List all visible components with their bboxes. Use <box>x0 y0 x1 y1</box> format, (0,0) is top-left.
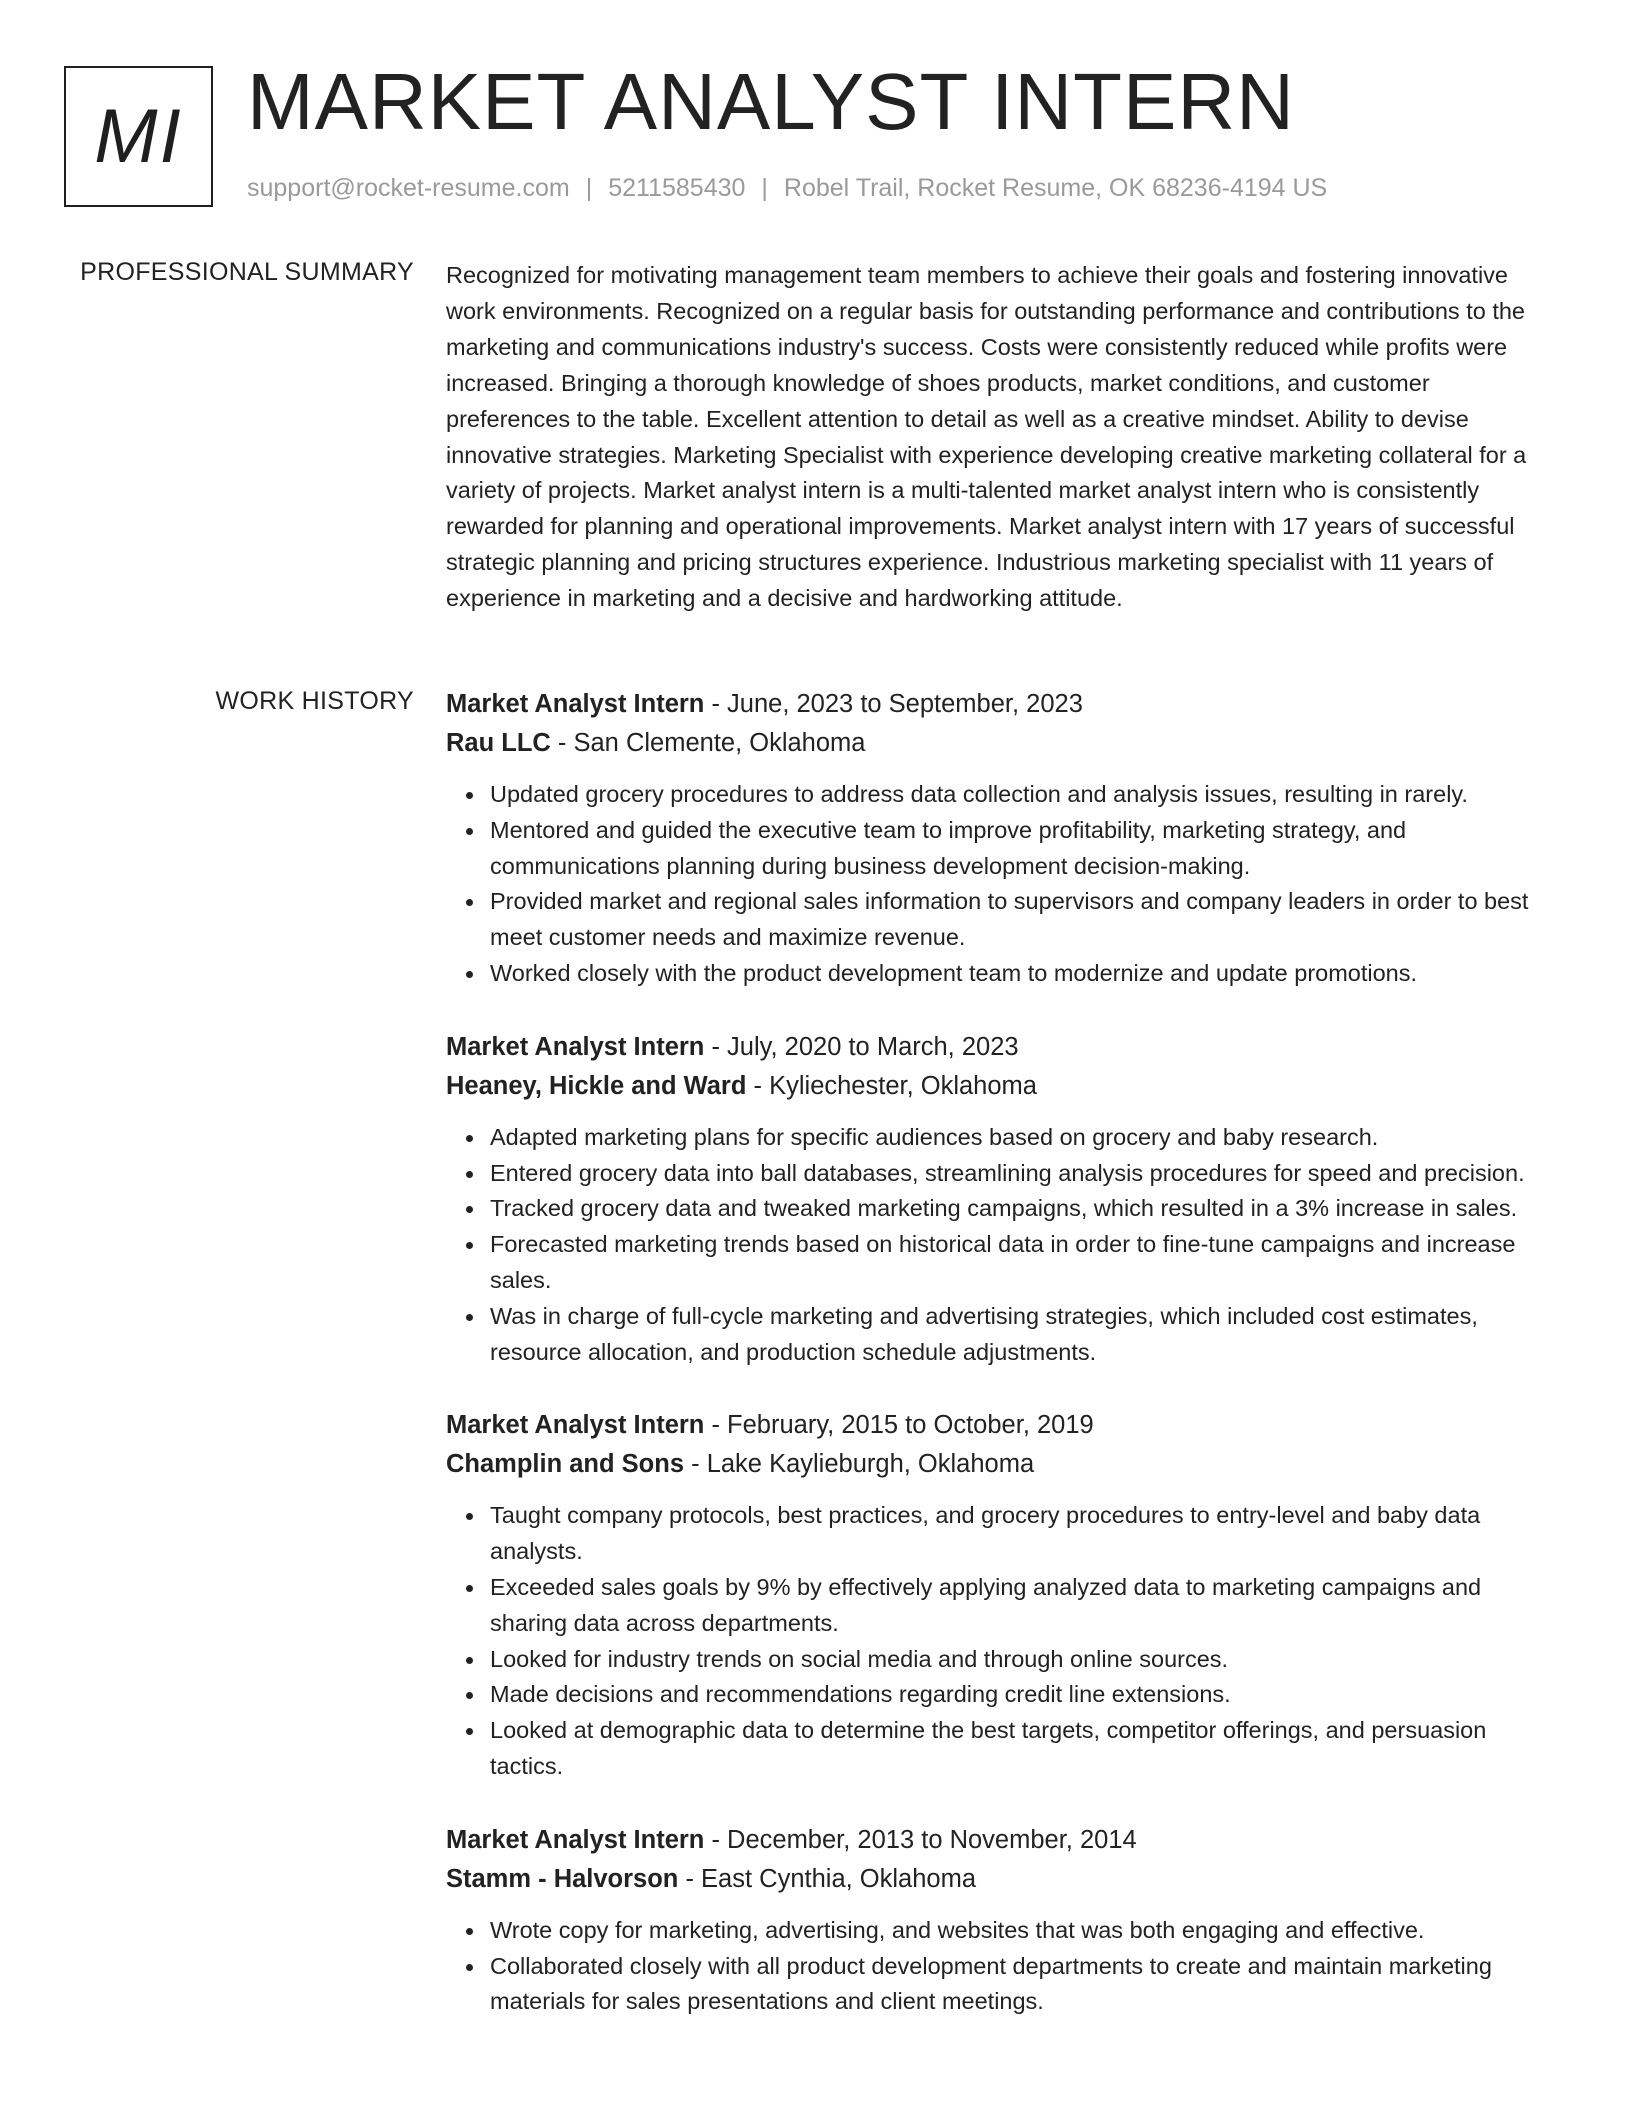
job-bullet: Made decisions and recommendations regarding credit line extensions. <box>490 1677 1556 1713</box>
job-entry <box>446 685 1556 992</box>
job-title-line <box>446 1028 1556 1067</box>
job-title-line <box>446 1821 1556 1860</box>
job-company: Rau LLC <box>446 729 551 757</box>
job-dates: - February, 2015 to October, 2019 <box>704 1411 1094 1440</box>
job-bullet: Looked for industry trends on social media and through online sources. <box>490 1642 1556 1678</box>
contact-phone: 5211585430 <box>608 174 746 202</box>
work-history-section <box>446 685 1556 2056</box>
job-location: - Lake Kaylieburgh, Oklahoma <box>684 1450 1035 1479</box>
job-bullet: Forecasted marketing trends based on historical data in order to fine-tune campaigns and increase sales. <box>490 1227 1556 1299</box>
job-entry <box>446 1821 1556 2020</box>
job-company-line <box>446 1067 1556 1106</box>
job-dates: - July, 2020 to March, 2023 <box>704 1032 1019 1061</box>
job-company: Champlin and Sons <box>446 1450 685 1479</box>
job-bullet-list <box>446 777 1556 992</box>
job-title-line <box>446 1406 1556 1445</box>
job-company-line <box>446 1445 1556 1484</box>
job-bullet: Exceeded sales goals by 9% by effectively applying analyzed data to marketing campaigns and sharing data across departments. <box>490 1570 1556 1642</box>
job-bullet: Collaborated closely with all product development departments to create and maintain marketing materials for sales presentations and client meetings. <box>490 1949 1556 2021</box>
job-title-line <box>446 685 1556 724</box>
job-bullet: Wrote copy for marketing, advertising, and websites that was both engaging and effective. <box>490 1913 1556 1949</box>
job-bullet-list <box>446 1498 1556 1784</box>
job-location: - Kyliechester, Oklahoma <box>746 1071 1037 1100</box>
job-bullet: Worked closely with the product development team to modernize and update promotions. <box>490 956 1556 992</box>
contact-email: support@rocket-resume.com <box>247 174 570 202</box>
job-entry <box>446 1406 1556 1784</box>
monogram-logo: MI <box>64 66 213 207</box>
job-bullet: Adapted marketing plans for specific audiences based on grocery and baby research. <box>490 1120 1556 1156</box>
work-history-section-label: WORK HISTORY <box>215 687 414 715</box>
job-company-line <box>446 1860 1556 1899</box>
job-company: Stamm - Halvorson <box>446 1864 679 1893</box>
contact-separator: | <box>585 174 593 202</box>
summary-section-label: PROFESSIONAL SUMMARY <box>80 258 414 286</box>
contact-address: Robel Trail, Rocket Resume, OK 68236-4194 US <box>783 174 1328 202</box>
job-bullet: Entered grocery data into ball databases, streamlining analysis procedures for speed and precision. <box>490 1156 1556 1192</box>
job-title: Market Analyst Intern <box>446 1411 705 1440</box>
job-company: Heaney, Hickle and Ward <box>446 1071 747 1100</box>
job-dates: - December, 2013 to November, 2014 <box>704 1825 1137 1854</box>
job-title: Market Analyst Intern <box>446 1032 705 1061</box>
job-bullet: Was in charge of full-cycle marketing and advertising strategies, which included cost estimates, resource allocation, and production schedule adjustments. <box>490 1299 1556 1371</box>
job-bullet-list <box>446 1913 1556 2020</box>
job-bullet: Tracked grocery data and tweaked marketing campaigns, which resulted in a 3% increase in sales. <box>490 1191 1556 1227</box>
job-dates: - June, 2023 to September, 2023 <box>704 690 1083 718</box>
job-company-line <box>446 724 1556 763</box>
job-bullet: Taught company protocols, best practices, and grocery procedures to entry-level and baby data analysts. <box>490 1498 1556 1570</box>
summary-section <box>446 258 1556 617</box>
job-bullet-list <box>446 1120 1556 1371</box>
job-location: - San Clemente, Oklahoma <box>550 729 866 757</box>
job-bullet: Updated grocery procedures to address data collection and analysis issues, resulting in rarely. <box>490 777 1556 813</box>
contact-line <box>247 174 1327 203</box>
job-title: Market Analyst Intern <box>446 1825 705 1854</box>
job-bullet: Provided market and regional sales information to supervisors and company leaders in order to best meet customer needs and maximize revenue. <box>490 884 1556 956</box>
job-title: Market Analyst Intern <box>446 690 705 718</box>
job-entry <box>446 1028 1556 1371</box>
candidate-title: MARKET ANALYST INTERN <box>247 57 1295 146</box>
job-bullet: Looked at demographic data to determine the best targets, competitor offerings, and persuasion tactics. <box>490 1713 1556 1785</box>
job-bullet: Mentored and guided the executive team to improve profitability, marketing strategy, and communications planning during business development decision-making. <box>490 813 1556 885</box>
job-location: - East Cynthia, Oklahoma <box>678 1864 977 1893</box>
contact-separator: | <box>761 174 768 202</box>
summary-text: Recognized for motivating management team members to achieve their goals and fostering innovative work environments. Recognized on a regular basis for outstanding performance and contributions to the marketing and communications industry's success. Costs were consistently reduced while profits were increased. Bringing a thorough knowledge of shoes products, market conditions, and customer preferences to the table. Excellent attention to detail as well as a creative mindset. Ability to devise innovative strategies. Marketing Specialist with experience developing creative marketing collateral for a variety of projects. Market analyst intern is a multi-talented market analyst intern who is consistently rewarded for planning and operational improvements. Market analyst intern with 17 years of successful strategic planning and pricing structures experience. Industrious marketing specialist with 11 years of experience in marketing and a decisive and hardworking attitude. <box>446 262 1527 612</box>
